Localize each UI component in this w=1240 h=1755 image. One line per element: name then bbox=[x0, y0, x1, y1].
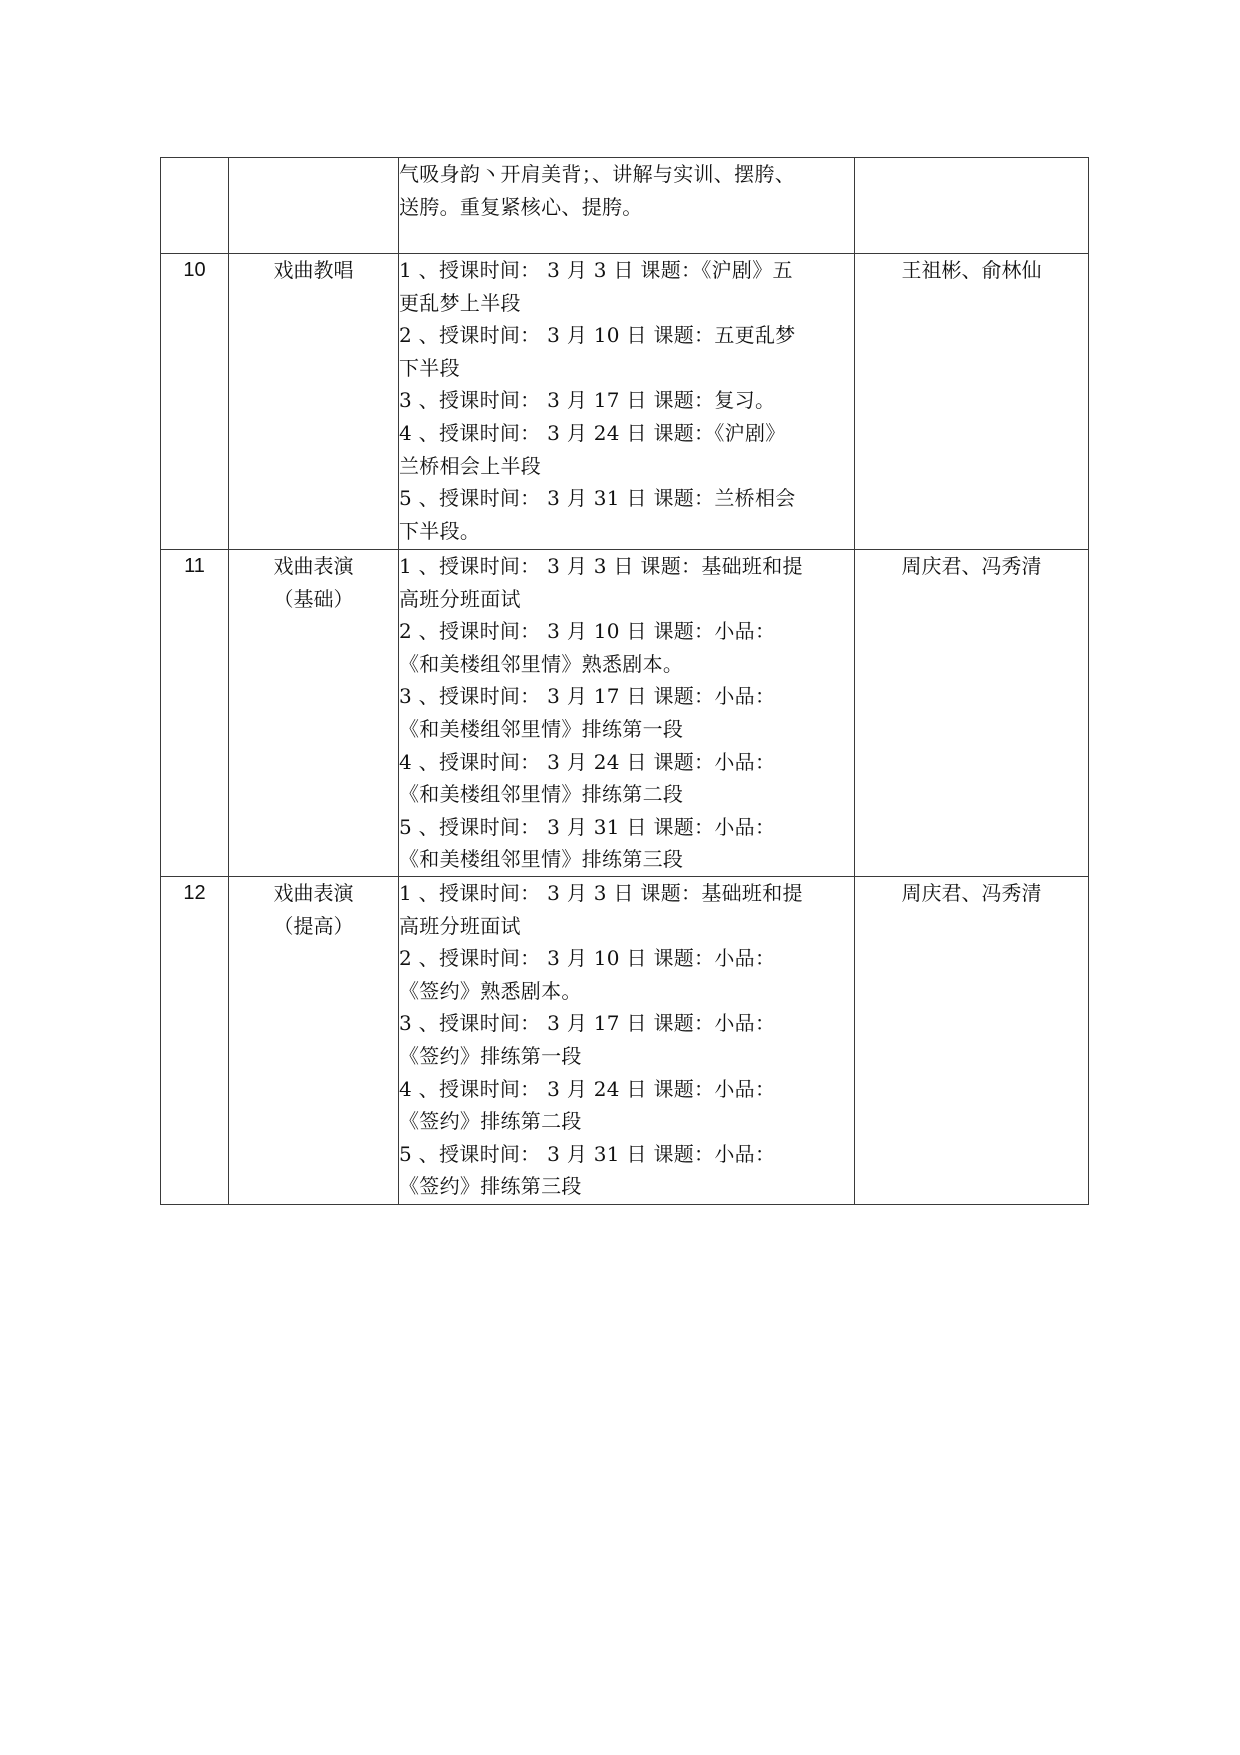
content-line: 下半段 bbox=[399, 355, 460, 380]
table-row bbox=[161, 254, 1089, 550]
course-level: （基础） bbox=[273, 586, 354, 611]
course-name: 戏曲教唱 bbox=[273, 258, 354, 282]
content-line: 4 、授课时间： 3 月 24 日 课题：小品： bbox=[399, 749, 776, 774]
teacher-cell: 周庆君、冯秀清 bbox=[855, 550, 1089, 877]
course-name-cell bbox=[229, 158, 399, 254]
course-content-cell bbox=[399, 158, 855, 254]
course-content-cell bbox=[399, 550, 855, 877]
content-line: 《签约》排练第二段 bbox=[399, 1109, 582, 1134]
content-line: 《签约》排练第一段 bbox=[399, 1043, 582, 1068]
course-content-cell bbox=[399, 254, 855, 550]
content-line: 1 、授课时间： 3 月 3 日 课题：基础班和提 bbox=[399, 554, 803, 578]
row-number-cell: 11 bbox=[161, 550, 229, 877]
table-row-continuation bbox=[161, 158, 1089, 254]
course-schedule-table bbox=[160, 157, 1089, 1205]
course-name: 戏曲表演 bbox=[273, 881, 354, 905]
content-line: 2 、授课时间： 3 月 10 日 课题：五更乱梦 bbox=[399, 323, 796, 348]
content-line: 《签约》排练第三段 bbox=[399, 1174, 582, 1199]
content-line: 2 、授课时间： 3 月 10 日 课题：小品： bbox=[399, 619, 776, 644]
teacher-cell bbox=[855, 158, 1089, 254]
content-line: 高班分班面试 bbox=[399, 586, 521, 611]
content-line: 更乱梦上半段 bbox=[399, 290, 521, 315]
content-line: 1 、授课时间： 3 月 3 日 课题：《沪剧》五 bbox=[399, 258, 793, 282]
course-name-cell bbox=[229, 254, 399, 550]
course-name-cell bbox=[229, 550, 399, 877]
content-line: 5 、授课时间： 3 月 31 日 课题：兰桥相会 bbox=[399, 486, 796, 511]
content-line: 兰桥相会上半段 bbox=[399, 453, 542, 478]
teacher-cell: 周庆君、冯秀清 bbox=[855, 877, 1089, 1205]
course-name-cell bbox=[229, 877, 399, 1205]
course-level: （提高） bbox=[273, 913, 354, 938]
content-line: 《和美楼组邻里情》排练第二段 bbox=[399, 782, 684, 807]
content-line: 5 、授课时间： 3 月 31 日 课题：小品： bbox=[399, 1141, 776, 1166]
row-number-cell: 12 bbox=[161, 877, 229, 1205]
content-line: 4 、授课时间： 3 月 24 日 课题：《沪剧》 bbox=[399, 420, 786, 445]
content-line: 气吸身韵丶开肩美背；、讲解与实训、摆胯、 bbox=[399, 162, 795, 186]
content-line: 4 、授课时间： 3 月 24 日 课题：小品： bbox=[399, 1076, 776, 1101]
content-line: 3 、授课时间： 3 月 17 日 课题：复习。 bbox=[399, 388, 776, 413]
row-number-cell: 10 bbox=[161, 254, 229, 550]
table-row bbox=[161, 550, 1089, 877]
table-row bbox=[161, 877, 1089, 1205]
content-line: 送胯。重复紧核心、提胯。 bbox=[399, 194, 643, 219]
teacher-cell: 王祖彬、俞林仙 bbox=[855, 254, 1089, 550]
content-line: 《和美楼组邻里情》排练第三段 bbox=[399, 847, 684, 872]
content-line: 3 、授课时间： 3 月 17 日 课题：小品： bbox=[399, 684, 776, 709]
content-line: 5 、授课时间： 3 月 31 日 课题：小品： bbox=[399, 814, 776, 839]
content-line: 2 、授课时间： 3 月 10 日 课题：小品： bbox=[399, 946, 776, 971]
content-line: 《和美楼组邻里情》排练第一段 bbox=[399, 716, 684, 741]
course-name: 戏曲表演 bbox=[273, 554, 354, 578]
row-number-cell bbox=[161, 158, 229, 254]
content-line: 高班分班面试 bbox=[399, 913, 521, 938]
content-line: 3 、授课时间： 3 月 17 日 课题：小品： bbox=[399, 1011, 776, 1036]
content-line: 1 、授课时间： 3 月 3 日 课题：基础班和提 bbox=[399, 881, 803, 905]
content-line: 下半段。 bbox=[399, 518, 481, 543]
content-line: 《签约》熟悉剧本。 bbox=[399, 978, 582, 1003]
course-content-cell bbox=[399, 877, 855, 1205]
content-line: 《和美楼组邻里情》熟悉剧本。 bbox=[399, 651, 684, 676]
